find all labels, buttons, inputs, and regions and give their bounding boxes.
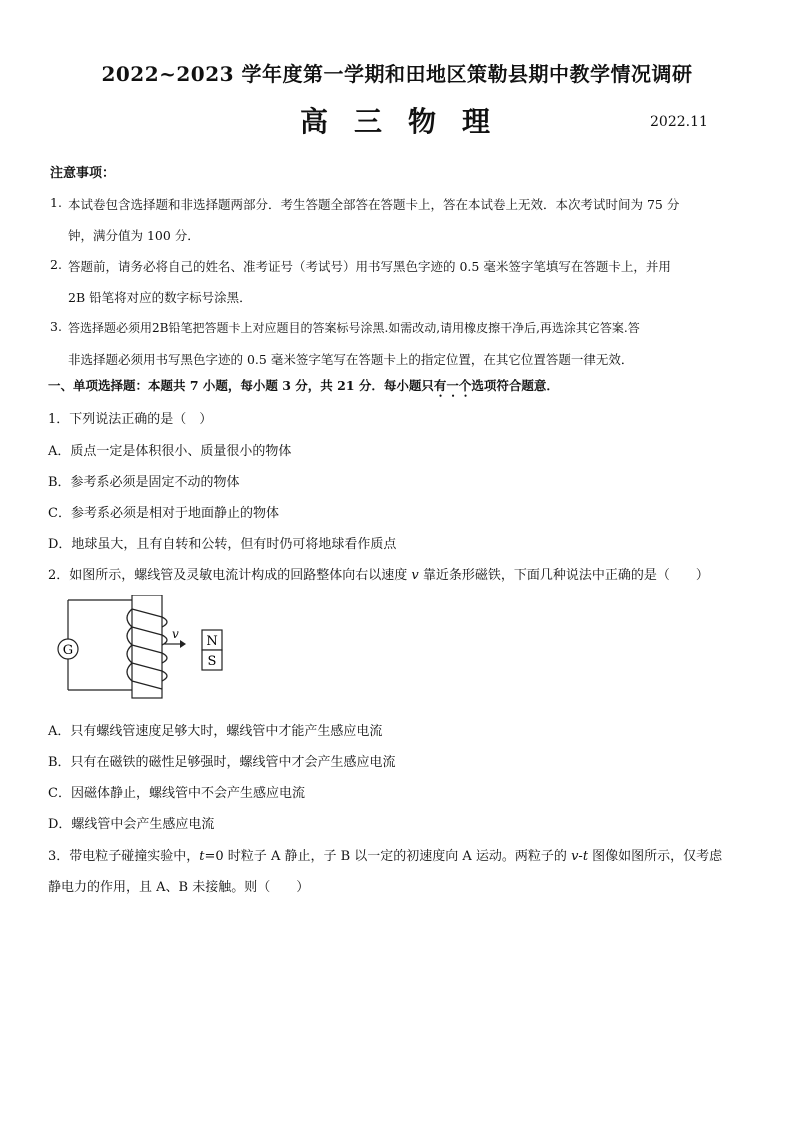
question-3-stem-b: =0 时粒子 A 静止，子 B 以一定的初速度向 A 运动。两粒子的 <box>204 849 572 864</box>
notice-item-num: 3. <box>50 319 62 334</box>
notice-heading: 注意事项： <box>50 166 116 181</box>
solenoid-figure <box>52 595 242 704</box>
solenoid-diagram <box>52 595 242 700</box>
notice-item-num: 2. <box>50 257 62 272</box>
question-3-stem <box>48 845 722 864</box>
magnet-south-label: S <box>207 654 217 669</box>
arrow-head-icon <box>180 640 186 648</box>
notice-item-text-cont: 钟，满分值为 100 分． <box>68 228 200 243</box>
question-2-option-b: B．只有在磁铁的磁性足够强时，螺线管中才会产生感应电流 <box>48 755 396 770</box>
question-1-stem: 1．下列说法正确的是（ ） <box>48 412 213 427</box>
exam-title: 2022~2023 学年度第一学期和田地区策勒县期中教学情况调研 <box>101 62 693 86</box>
question-1-option-a: A．质点一定是体积很小、质量很小的物体 <box>48 444 292 459</box>
question-2-option-c: C．因磁体静止，螺线管中不会产生感应电流 <box>48 786 305 801</box>
notice-item-text: 本试卷包含选择题和非选择题两部分．考生答题全部答在答题卡上，答在本试卷上无效．本次考试时间为 75 分 <box>68 197 680 212</box>
notice-item-text: 答选择题必须用2B铅笔把答题卡上对应题目的答案标号涂黑.如需改动,请用橡皮擦干净后,再选涂其它答案.答 <box>68 321 640 335</box>
question-3-stem-c: 图像如图所示，仅考虑 <box>588 849 723 864</box>
question-1-option-d: D．地球虽大，且有自转和公转，但有时仍可将地球看作质点 <box>48 537 397 552</box>
exam-date: 2022.11 <box>650 114 708 130</box>
question-1-option-b: B．参考系必须是固定不动的物体 <box>48 475 240 490</box>
section-heading-prefix: 一、单项选择题：本题共 7 小题，每小题 3 分，共 21 分．每小题只 <box>48 378 434 393</box>
section-heading-suffix: 选项符合题意． <box>471 378 559 393</box>
question-3-stem-a: 3．带电粒子碰撞实验中， <box>48 849 200 864</box>
notice-item-text-cont: 非选择题必须用书写黑色字迹的 0.5 毫米签字笔写在答题卡上的指定位置，在其它位置答题一律无效． <box>68 352 634 367</box>
section-heading <box>48 376 559 400</box>
question-3-stem-vt: v-t <box>571 849 589 864</box>
question-2-stem <box>48 564 709 583</box>
question-2-stem-b: 靠近条形磁铁，下面几种说法中正确的是（ ） <box>418 568 709 583</box>
section-heading-emphasis: 有一个 <box>433 378 472 393</box>
question-1-option-c: C．参考系必须是相对于地面静止的物体 <box>48 506 279 521</box>
question-3-stem-cont: 静电力的作用，且 A、B 未接触。则（ ） <box>48 880 310 895</box>
question-2-option-d: D．螺线管中会产生感应电流 <box>48 817 215 832</box>
notice-item-text-cont: 2B 铅笔将对应的数字标号涂黑． <box>68 290 252 305</box>
question-2-stem-a: 2．如图所示，螺线管及灵敏电流计构成的回路整体向右以速度 <box>48 568 412 583</box>
question-2-stem-v: v <box>411 568 419 583</box>
galvanometer-label: G <box>62 643 74 658</box>
notice-item-text: 答题前，请务必将自己的姓名、准考证号（考试号）用书写黑色字迹的 0.5 毫米签字笔填写在答题卡上，并用 <box>68 259 671 274</box>
magnet-north-label: N <box>206 634 218 649</box>
velocity-label: v <box>172 627 179 641</box>
notice-item-num: 1. <box>50 195 62 210</box>
subject-title: 高三物理 <box>300 105 517 138</box>
question-3-stem-t: t <box>199 849 205 864</box>
question-2-option-a: A．只有螺线管速度足够大时，螺线管中才能产生感应电流 <box>48 724 383 739</box>
